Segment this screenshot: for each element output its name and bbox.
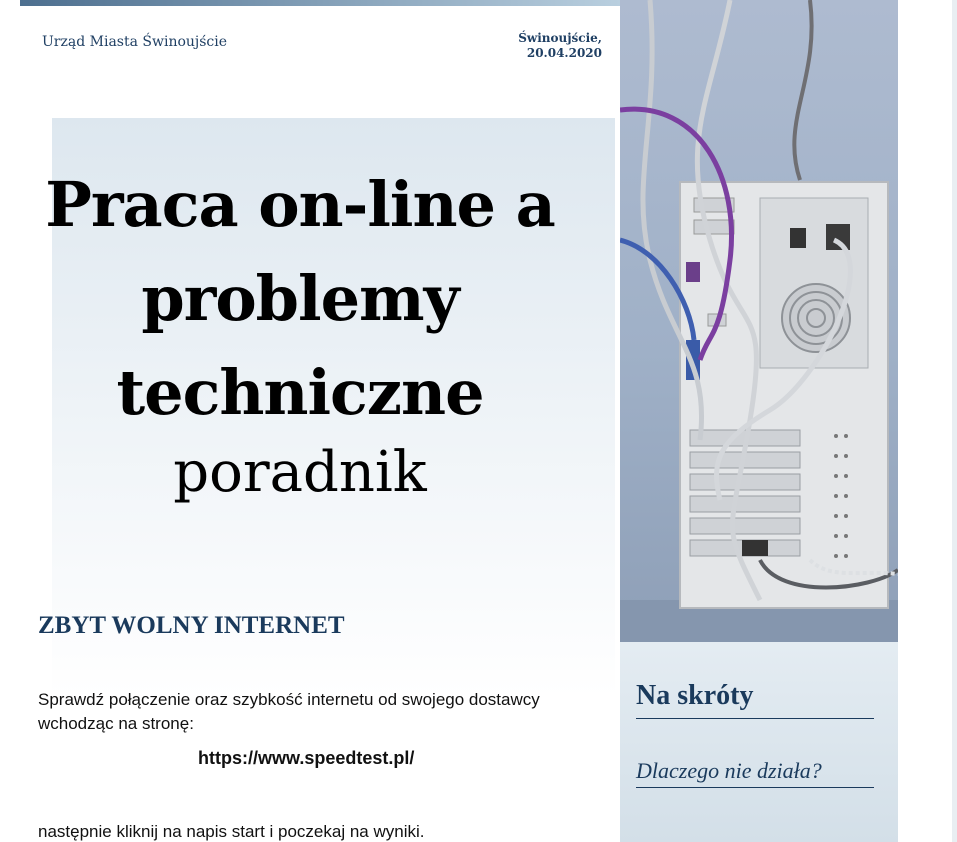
place-date	[518, 31, 602, 61]
sidebar-shortcuts	[620, 642, 898, 842]
sidebar-link-why-not-working[interactable]: Dlaczego nie działa?	[636, 758, 822, 783]
computer-photo	[620, 0, 898, 642]
place: Świnoujście,	[518, 31, 602, 45]
subtitle: poradnik	[173, 440, 427, 505]
top-rule	[20, 0, 620, 6]
paragraph-line-1: Sprawdź połączenie oraz szybkość internetu od swojego dostawcy	[38, 690, 540, 709]
sidebar-divider	[636, 787, 874, 788]
organization-name: Urząd Miasta Świnoujście	[42, 34, 228, 50]
sidebar-divider	[636, 718, 874, 719]
paragraph-line-2: wchodząc na stronę:	[38, 714, 194, 733]
computer-tower-image	[620, 0, 898, 642]
title-line-2: problemy	[141, 262, 459, 335]
speedtest-link[interactable]: https://www.speedtest.pl/	[198, 748, 415, 768]
section-heading: ZBYT WOLNY INTERNET	[38, 612, 345, 639]
paragraph-2: następnie kliknij na napis start i poczekaj na wyniki.	[38, 822, 425, 841]
paragraph	[38, 688, 598, 736]
title-line-3: techniczne	[116, 356, 484, 429]
page-title	[20, 158, 580, 440]
sidebar-title: Na skróty	[636, 680, 754, 711]
page-edge	[952, 0, 957, 842]
title-line-1: Praca on-line a	[45, 168, 555, 241]
date: 20.04.2020	[526, 46, 602, 60]
